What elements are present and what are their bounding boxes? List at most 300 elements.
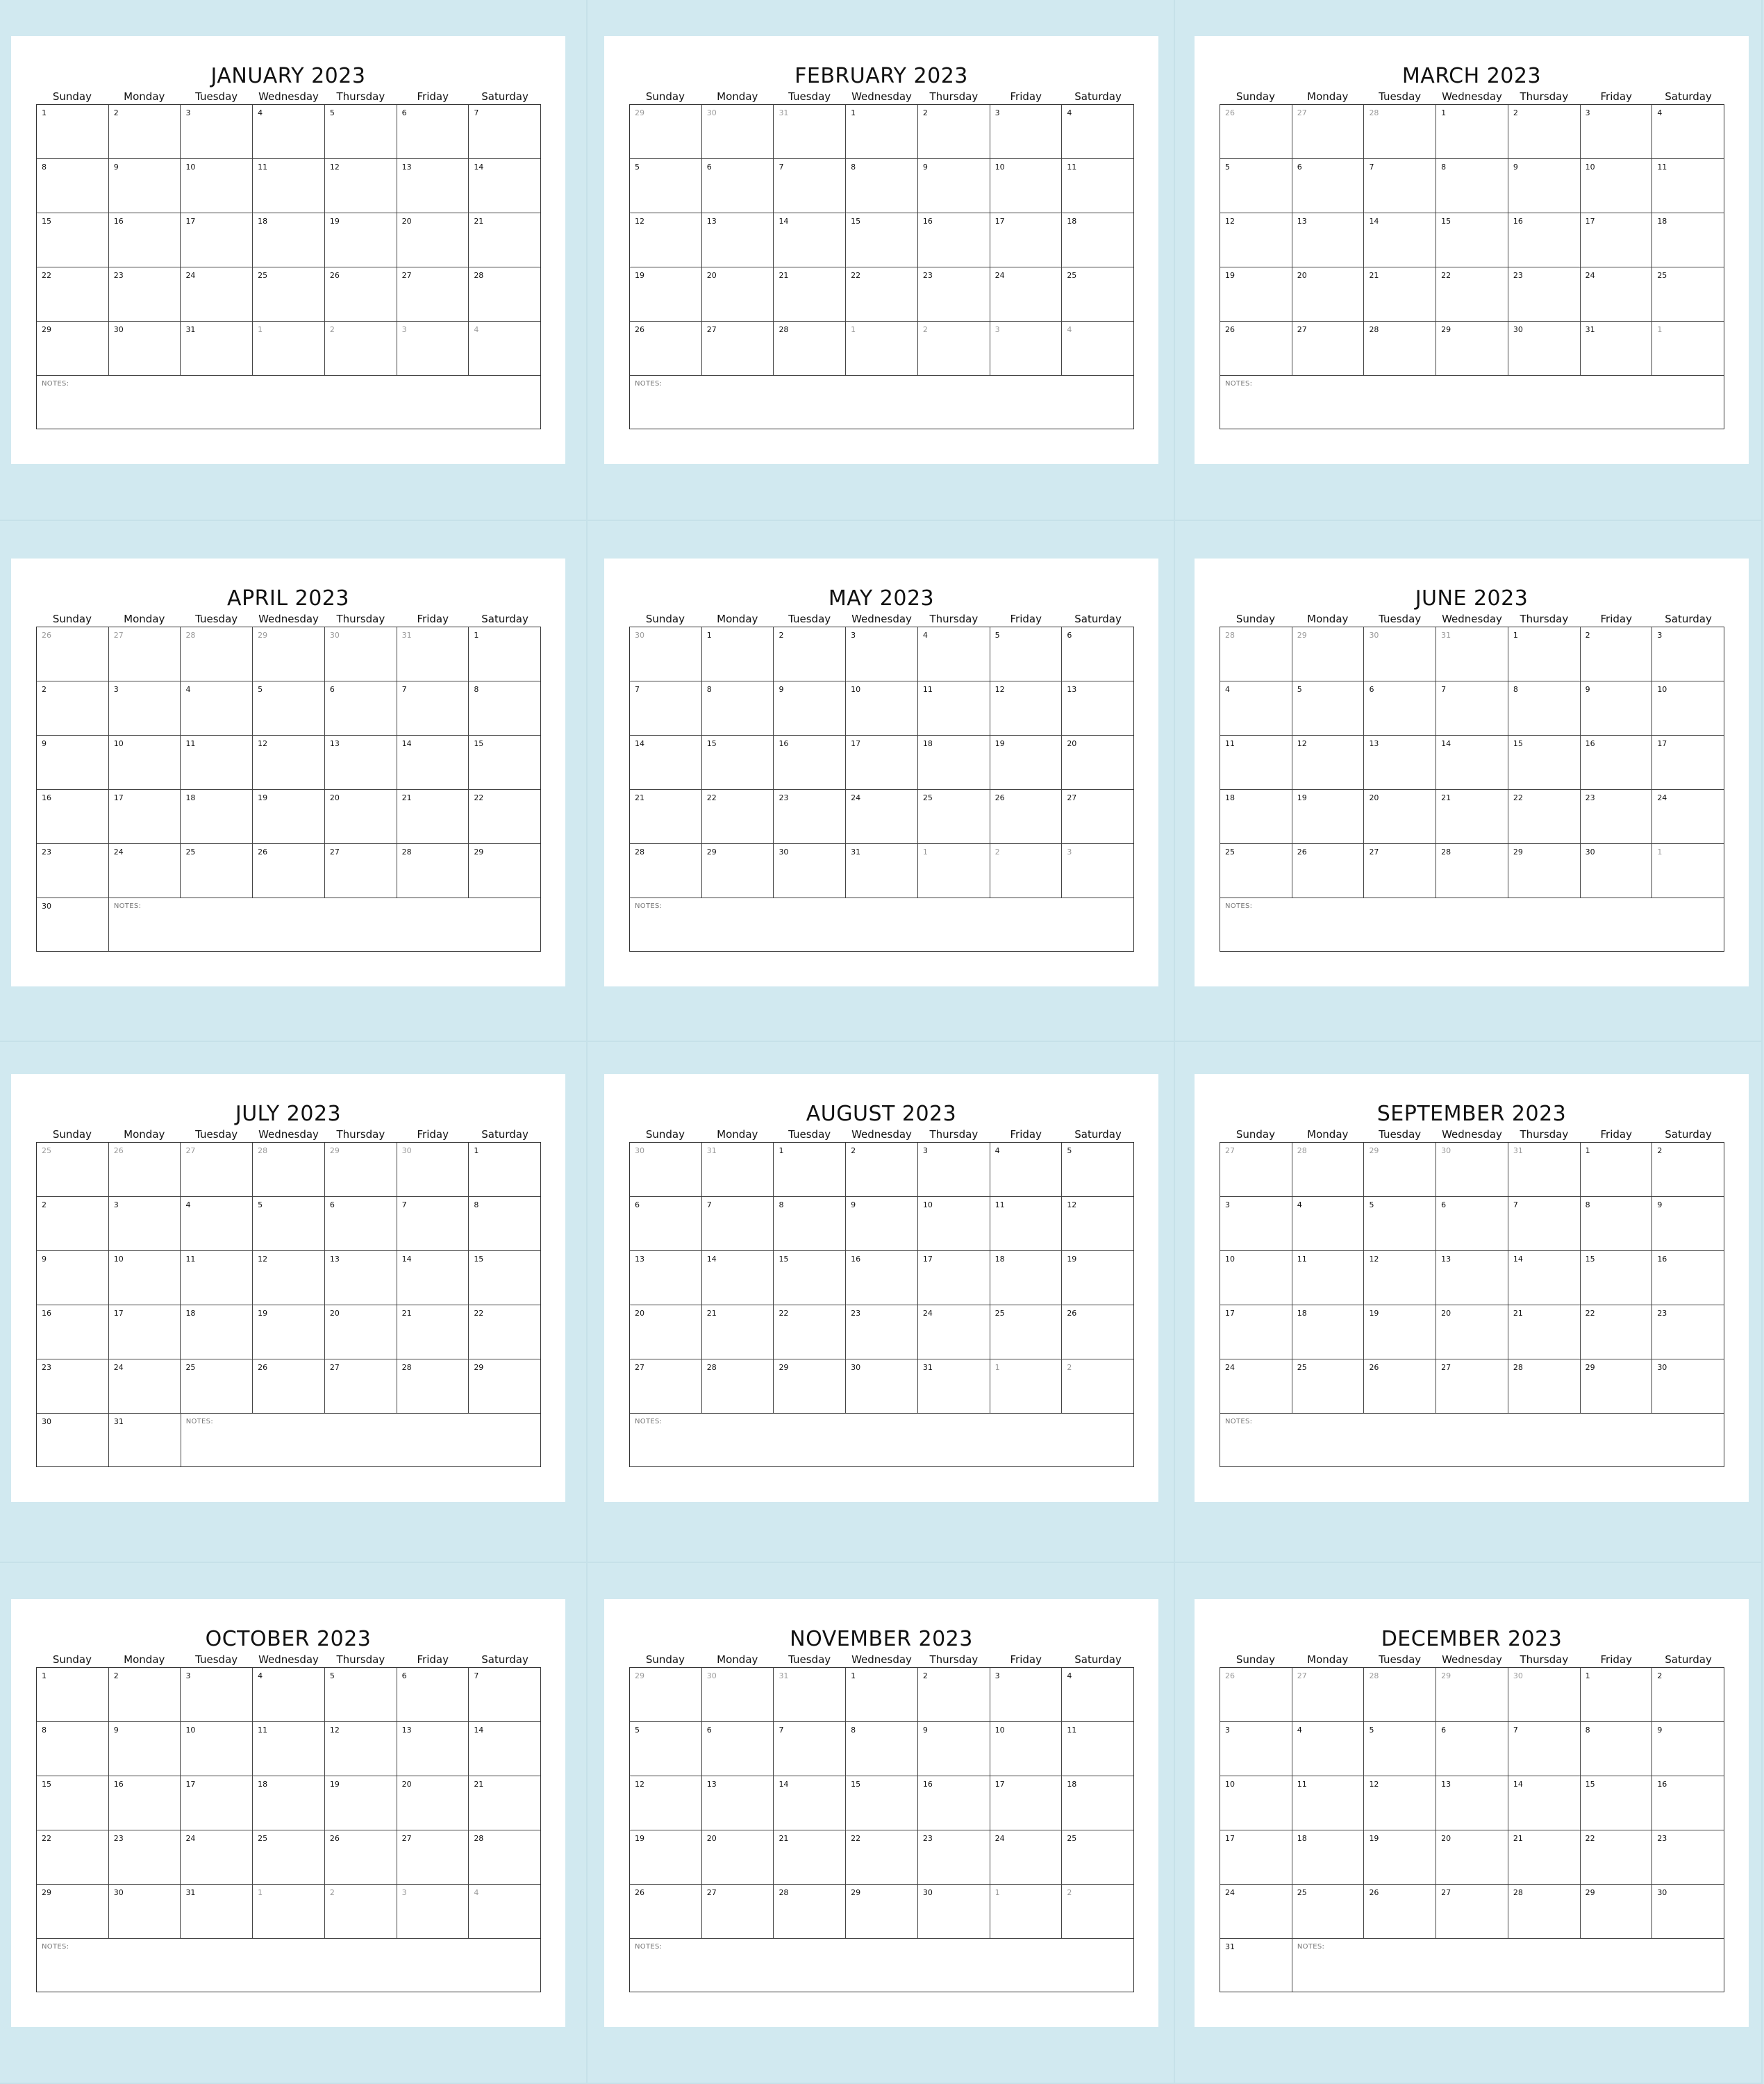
day-cell[interactable]: 29 — [37, 322, 109, 375]
day-cell-adjacent-month[interactable]: 27 — [181, 1143, 253, 1196]
day-cell-adjacent-month[interactable]: 1 — [253, 322, 325, 375]
day-cell[interactable]: 14 — [774, 1776, 846, 1830]
day-cell-adjacent-month[interactable]: 30 — [630, 1143, 702, 1196]
day-cell[interactable]: 19 — [1220, 267, 1292, 321]
day-cell[interactable]: 4 — [1657, 108, 1663, 117]
day-cell[interactable]: 23 — [1657, 1309, 1667, 1318]
day-cell[interactable]: 27 — [325, 1359, 397, 1413]
day-cell[interactable]: 19 — [990, 736, 1063, 789]
day-cell-adjacent-month[interactable]: 4 — [474, 1888, 479, 1897]
day-cell[interactable]: 27 — [397, 1830, 469, 1884]
day-cell[interactable]: 26 — [1220, 322, 1292, 375]
day-cell[interactable]: 29 — [846, 1885, 918, 1938]
day-cell-adjacent-month[interactable]: 27 — [1292, 1668, 1365, 1721]
day-cell-adjacent-month[interactable]: 30 — [397, 1143, 469, 1196]
day-cell[interactable]: 6 — [325, 681, 397, 735]
day-cell-adjacent-month[interactable]: 3 — [990, 322, 1063, 375]
day-cell[interactable]: 29 — [1581, 1885, 1653, 1938]
day-cell-adjacent-month[interactable]: 26 — [37, 627, 109, 681]
day-cell[interactable]: 9 — [1508, 159, 1581, 213]
day-cell[interactable]: 18 — [990, 1251, 1063, 1305]
day-cell[interactable]: 11 — [1067, 1726, 1077, 1735]
day-cell[interactable]: 11 — [1292, 1776, 1365, 1830]
day-cell[interactable]: 25 — [1292, 1359, 1365, 1413]
day-cell-adjacent-month[interactable]: 25 — [37, 1143, 109, 1196]
day-cell[interactable]: 10 — [1657, 685, 1667, 694]
day-cell-adjacent-month[interactable]: 28 — [1292, 1143, 1365, 1196]
day-cell[interactable]: 30 — [37, 1414, 109, 1466]
day-cell[interactable]: 11 — [990, 1197, 1063, 1250]
day-cell[interactable]: 14 — [774, 213, 846, 267]
day-cell[interactable]: 20 — [1067, 739, 1077, 748]
day-cell[interactable]: 28 — [774, 1885, 846, 1938]
day-cell-adjacent-month[interactable]: 27 — [109, 627, 181, 681]
day-cell[interactable]: 2 — [918, 105, 990, 158]
day-cell[interactable]: 5 — [325, 105, 397, 158]
day-cell[interactable]: 15 — [1581, 1251, 1653, 1305]
day-cell[interactable]: 24 — [109, 1359, 181, 1413]
day-cell[interactable]: 2 — [774, 627, 846, 681]
day-cell[interactable]: 11 — [1220, 736, 1292, 789]
day-cell[interactable]: 28 — [1508, 1885, 1581, 1938]
day-cell[interactable]: 2 — [109, 105, 181, 158]
day-cell[interactable]: 16 — [846, 1251, 918, 1305]
day-cell[interactable]: 2 — [1657, 1146, 1663, 1155]
day-cell-adjacent-month[interactable]: 1 — [1657, 847, 1663, 857]
day-cell[interactable]: 17 — [109, 790, 181, 843]
day-cell-adjacent-month[interactable]: 31 — [397, 627, 469, 681]
day-cell-adjacent-month[interactable]: 29 — [1292, 627, 1365, 681]
day-cell-adjacent-month[interactable]: 26 — [109, 1143, 181, 1196]
notes-area[interactable]: NOTES: — [1225, 902, 1253, 910]
day-cell[interactable]: 24 — [181, 267, 253, 321]
day-cell[interactable]: 21 — [1508, 1305, 1581, 1359]
day-cell[interactable]: 1 — [37, 1668, 109, 1721]
day-cell[interactable]: 28 — [1364, 322, 1436, 375]
day-cell[interactable]: 17 — [181, 213, 253, 267]
day-cell-adjacent-month[interactable]: 26 — [1220, 1668, 1292, 1721]
day-cell[interactable]: 11 — [1292, 1251, 1365, 1305]
day-cell[interactable]: 25 — [253, 267, 325, 321]
day-cell[interactable]: 13 — [702, 1776, 774, 1830]
day-cell[interactable]: 19 — [1364, 1305, 1436, 1359]
day-cell[interactable]: 12 — [253, 736, 325, 789]
day-cell[interactable]: 12 — [990, 681, 1063, 735]
day-cell[interactable]: 11 — [181, 1251, 253, 1305]
day-cell[interactable]: 31 — [109, 1414, 181, 1466]
day-cell[interactable]: 21 — [774, 267, 846, 321]
day-cell-adjacent-month[interactable]: 28 — [1364, 1668, 1436, 1721]
day-cell[interactable]: 17 — [846, 736, 918, 789]
day-cell[interactable]: 9 — [109, 1722, 181, 1776]
day-cell[interactable]: 16 — [918, 1776, 990, 1830]
day-cell[interactable]: 4 — [1067, 108, 1072, 117]
day-cell[interactable]: 26 — [990, 790, 1063, 843]
day-cell[interactable]: 10 — [181, 1722, 253, 1776]
day-cell[interactable]: 5 — [1292, 681, 1365, 735]
notes-area[interactable]: NOTES: — [42, 1943, 69, 1951]
day-cell[interactable]: 7 — [1436, 681, 1508, 735]
day-cell[interactable]: 25 — [1220, 844, 1292, 898]
day-cell[interactable]: 7 — [1508, 1197, 1581, 1250]
day-cell[interactable]: 15 — [1508, 736, 1581, 789]
day-cell-adjacent-month[interactable]: 29 — [630, 105, 702, 158]
day-cell[interactable]: 22 — [1436, 267, 1508, 321]
day-cell[interactable]: 18 — [1067, 217, 1077, 226]
day-cell[interactable]: 27 — [702, 322, 774, 375]
day-cell[interactable]: 4 — [918, 627, 990, 681]
day-cell[interactable]: 3 — [109, 681, 181, 735]
day-cell[interactable]: 28 — [774, 322, 846, 375]
day-cell[interactable]: 28 — [397, 844, 469, 898]
day-cell[interactable]: 3 — [1657, 631, 1663, 640]
day-cell[interactable]: 12 — [1292, 736, 1365, 789]
day-cell[interactable]: 27 — [1436, 1359, 1508, 1413]
day-cell[interactable]: 28 — [474, 271, 484, 280]
day-cell[interactable]: 25 — [1067, 271, 1077, 280]
day-cell-adjacent-month[interactable]: 1 — [1657, 325, 1663, 334]
day-cell[interactable]: 8 — [702, 681, 774, 735]
day-cell[interactable]: 4 — [181, 1197, 253, 1250]
day-cell[interactable]: 10 — [990, 1722, 1063, 1776]
day-cell-adjacent-month[interactable]: 4 — [474, 325, 479, 334]
day-cell-adjacent-month[interactable]: 3 — [397, 322, 469, 375]
day-cell-adjacent-month[interactable]: 28 — [253, 1143, 325, 1196]
day-cell[interactable]: 22 — [702, 790, 774, 843]
day-cell[interactable]: 13 — [1436, 1251, 1508, 1305]
day-cell-adjacent-month[interactable]: 31 — [774, 1668, 846, 1721]
day-cell[interactable]: 9 — [37, 1251, 109, 1305]
day-cell-adjacent-month[interactable]: 30 — [1508, 1668, 1581, 1721]
day-cell[interactable]: 21 — [1508, 1830, 1581, 1884]
day-cell[interactable]: 1 — [37, 105, 109, 158]
day-cell[interactable]: 5 — [1067, 1146, 1072, 1155]
day-cell[interactable]: 10 — [918, 1197, 990, 1250]
day-cell-adjacent-month[interactable]: 26 — [1220, 105, 1292, 158]
day-cell-adjacent-month[interactable]: 31 — [1508, 1143, 1581, 1196]
day-cell[interactable]: 31 — [846, 844, 918, 898]
day-cell-adjacent-month[interactable]: 30 — [325, 627, 397, 681]
day-cell[interactable]: 15 — [37, 213, 109, 267]
day-cell[interactable]: 5 — [253, 1197, 325, 1250]
day-cell[interactable]: 1 — [474, 631, 479, 640]
day-cell[interactable]: 14 — [474, 163, 484, 172]
day-cell[interactable]: 15 — [474, 739, 484, 748]
day-cell[interactable]: 19 — [1292, 790, 1365, 843]
day-cell[interactable]: 25 — [1067, 1834, 1077, 1843]
day-cell[interactable]: 12 — [325, 1722, 397, 1776]
day-cell[interactable]: 20 — [1436, 1830, 1508, 1884]
day-cell[interactable]: 6 — [1436, 1722, 1508, 1776]
notes-area[interactable]: NOTES: — [42, 380, 69, 388]
day-cell[interactable]: 21 — [397, 790, 469, 843]
day-cell[interactable]: 15 — [1436, 213, 1508, 267]
day-cell-adjacent-month[interactable]: 1 — [918, 844, 990, 898]
day-cell[interactable]: 19 — [630, 1830, 702, 1884]
day-cell[interactable]: 26 — [630, 1885, 702, 1938]
day-cell[interactable]: 4 — [1067, 1671, 1072, 1680]
day-cell-adjacent-month[interactable]: 2 — [1067, 1363, 1072, 1372]
day-cell[interactable]: 14 — [1436, 736, 1508, 789]
day-cell[interactable]: 2 — [918, 1668, 990, 1721]
day-cell[interactable]: 13 — [397, 1722, 469, 1776]
day-cell[interactable]: 19 — [253, 790, 325, 843]
day-cell-adjacent-month[interactable]: 2 — [1067, 1888, 1072, 1897]
day-cell[interactable]: 29 — [37, 1885, 109, 1938]
day-cell[interactable]: 13 — [325, 736, 397, 789]
day-cell[interactable]: 6 — [702, 1722, 774, 1776]
day-cell[interactable]: 21 — [774, 1830, 846, 1884]
day-cell[interactable]: 20 — [397, 213, 469, 267]
day-cell[interactable]: 11 — [253, 159, 325, 213]
day-cell[interactable]: 3 — [990, 1668, 1063, 1721]
day-cell[interactable]: 3 — [1220, 1722, 1292, 1776]
day-cell[interactable]: 16 — [1508, 213, 1581, 267]
day-cell[interactable]: 24 — [109, 844, 181, 898]
day-cell[interactable]: 10 — [181, 159, 253, 213]
day-cell[interactable]: 10 — [109, 1251, 181, 1305]
day-cell[interactable]: 23 — [846, 1305, 918, 1359]
day-cell[interactable]: 26 — [325, 267, 397, 321]
day-cell[interactable]: 2 — [37, 681, 109, 735]
day-cell[interactable]: 13 — [630, 1251, 702, 1305]
day-cell[interactable]: 29 — [1508, 844, 1581, 898]
day-cell[interactable]: 18 — [1657, 217, 1667, 226]
day-cell[interactable]: 8 — [846, 1722, 918, 1776]
day-cell-adjacent-month[interactable]: 30 — [702, 105, 774, 158]
day-cell[interactable]: 19 — [630, 267, 702, 321]
day-cell[interactable]: 1 — [702, 627, 774, 681]
day-cell-adjacent-month[interactable]: 30 — [702, 1668, 774, 1721]
day-cell[interactable]: 19 — [1364, 1830, 1436, 1884]
day-cell[interactable]: 22 — [846, 1830, 918, 1884]
day-cell[interactable]: 23 — [109, 267, 181, 321]
day-cell[interactable]: 2 — [37, 1197, 109, 1250]
day-cell-adjacent-month[interactable]: 31 — [774, 105, 846, 158]
day-cell[interactable]: 10 — [1581, 159, 1653, 213]
day-cell[interactable]: 8 — [774, 1197, 846, 1250]
day-cell[interactable]: 18 — [1067, 1780, 1077, 1789]
day-cell[interactable]: 2 — [1657, 1671, 1663, 1680]
day-cell[interactable]: 29 — [474, 847, 484, 857]
day-cell[interactable]: 30 — [1508, 322, 1581, 375]
day-cell[interactable]: 16 — [918, 213, 990, 267]
day-cell[interactable]: 27 — [630, 1359, 702, 1413]
day-cell[interactable]: 24 — [1220, 1359, 1292, 1413]
day-cell-adjacent-month[interactable]: 29 — [630, 1668, 702, 1721]
day-cell[interactable]: 29 — [1436, 322, 1508, 375]
day-cell-adjacent-month[interactable]: 29 — [1436, 1668, 1508, 1721]
day-cell[interactable]: 5 — [630, 159, 702, 213]
day-cell[interactable]: 3 — [1220, 1197, 1292, 1250]
notes-area[interactable]: NOTES: — [1225, 380, 1253, 388]
notes-area[interactable]: NOTES: — [635, 1943, 663, 1951]
day-cell[interactable]: 20 — [1436, 1305, 1508, 1359]
day-cell-adjacent-month[interactable]: 28 — [181, 627, 253, 681]
day-cell[interactable]: 29 — [1581, 1359, 1653, 1413]
day-cell[interactable]: 18 — [181, 790, 253, 843]
day-cell[interactable]: 23 — [1508, 267, 1581, 321]
day-cell[interactable]: 23 — [1657, 1834, 1667, 1843]
day-cell[interactable]: 24 — [181, 1830, 253, 1884]
day-cell-adjacent-month[interactable]: 1 — [990, 1359, 1063, 1413]
day-cell[interactable]: 26 — [253, 1359, 325, 1413]
day-cell[interactable]: 17 — [181, 1776, 253, 1830]
day-cell[interactable]: 5 — [1364, 1197, 1436, 1250]
day-cell[interactable]: 25 — [1292, 1885, 1365, 1938]
day-cell[interactable]: 14 — [397, 1251, 469, 1305]
day-cell-adjacent-month[interactable]: 2 — [990, 844, 1063, 898]
day-cell[interactable]: 26 — [1292, 844, 1365, 898]
day-cell[interactable]: 3 — [918, 1143, 990, 1196]
day-cell[interactable]: 22 — [1508, 790, 1581, 843]
day-cell[interactable]: 30 — [846, 1359, 918, 1413]
day-cell-adjacent-month[interactable]: 2 — [325, 1885, 397, 1938]
day-cell[interactable]: 26 — [630, 322, 702, 375]
day-cell[interactable]: 18 — [918, 736, 990, 789]
day-cell[interactable]: 24 — [1220, 1885, 1292, 1938]
day-cell[interactable]: 6 — [397, 105, 469, 158]
day-cell[interactable]: 12 — [630, 1776, 702, 1830]
day-cell[interactable]: 20 — [1292, 267, 1365, 321]
day-cell[interactable]: 16 — [1657, 1780, 1667, 1789]
day-cell[interactable]: 14 — [630, 736, 702, 789]
day-cell[interactable]: 8 — [474, 685, 479, 694]
day-cell-adjacent-month[interactable]: 31 — [702, 1143, 774, 1196]
day-cell-adjacent-month[interactable]: 27 — [1220, 1143, 1292, 1196]
day-cell[interactable]: 28 — [1508, 1359, 1581, 1413]
day-cell[interactable]: 20 — [325, 1305, 397, 1359]
day-cell-adjacent-month[interactable]: 28 — [1220, 627, 1292, 681]
day-cell[interactable]: 29 — [474, 1363, 484, 1372]
day-cell[interactable]: 13 — [1067, 685, 1077, 694]
day-cell[interactable]: 10 — [846, 681, 918, 735]
day-cell[interactable]: 23 — [109, 1830, 181, 1884]
day-cell[interactable]: 19 — [1067, 1255, 1077, 1264]
day-cell[interactable]: 22 — [37, 267, 109, 321]
day-cell[interactable]: 4 — [1220, 681, 1292, 735]
day-cell[interactable]: 6 — [1067, 631, 1072, 640]
day-cell[interactable]: 13 — [397, 159, 469, 213]
day-cell[interactable]: 30 — [1657, 1888, 1667, 1897]
day-cell[interactable]: 5 — [1364, 1722, 1436, 1776]
day-cell[interactable]: 7 — [774, 159, 846, 213]
day-cell[interactable]: 7 — [474, 108, 479, 117]
day-cell[interactable]: 13 — [702, 213, 774, 267]
day-cell[interactable]: 25 — [253, 1830, 325, 1884]
day-cell-adjacent-month[interactable]: 29 — [325, 1143, 397, 1196]
day-cell[interactable]: 28 — [1436, 844, 1508, 898]
day-cell[interactable]: 23 — [918, 267, 990, 321]
day-cell-adjacent-month[interactable]: 1 — [253, 1885, 325, 1938]
day-cell[interactable]: 24 — [846, 790, 918, 843]
day-cell[interactable]: 7 — [397, 1197, 469, 1250]
day-cell[interactable]: 8 — [1581, 1722, 1653, 1776]
day-cell[interactable]: 18 — [253, 1776, 325, 1830]
day-cell[interactable]: 12 — [253, 1251, 325, 1305]
day-cell[interactable]: 21 — [630, 790, 702, 843]
day-cell[interactable]: 17 — [1657, 739, 1667, 748]
day-cell[interactable]: 15 — [774, 1251, 846, 1305]
day-cell-adjacent-month[interactable]: 2 — [325, 322, 397, 375]
day-cell[interactable]: 12 — [1364, 1251, 1436, 1305]
day-cell[interactable]: 20 — [702, 267, 774, 321]
notes-area[interactable]: NOTES: — [1225, 1418, 1253, 1425]
day-cell[interactable]: 13 — [1436, 1776, 1508, 1830]
day-cell[interactable]: 11 — [1067, 163, 1077, 172]
day-cell-adjacent-month[interactable]: 30 — [1364, 627, 1436, 681]
day-cell[interactable]: 24 — [1581, 267, 1653, 321]
notes-area[interactable]: NOTES: — [1297, 1943, 1325, 1951]
day-cell[interactable]: 16 — [109, 213, 181, 267]
day-cell[interactable]: 19 — [253, 1305, 325, 1359]
day-cell[interactable]: 31 — [1581, 322, 1653, 375]
day-cell[interactable]: 24 — [990, 267, 1063, 321]
day-cell[interactable]: 17 — [990, 213, 1063, 267]
day-cell[interactable]: 10 — [990, 159, 1063, 213]
day-cell[interactable]: 16 — [1581, 736, 1653, 789]
day-cell[interactable]: 5 — [990, 627, 1063, 681]
day-cell[interactable]: 22 — [474, 1309, 484, 1318]
day-cell[interactable]: 12 — [630, 213, 702, 267]
day-cell[interactable]: 12 — [1220, 213, 1292, 267]
day-cell[interactable]: 3 — [181, 105, 253, 158]
day-cell[interactable]: 9 — [1657, 1726, 1663, 1735]
day-cell[interactable]: 12 — [1067, 1200, 1077, 1209]
day-cell[interactable]: 29 — [774, 1359, 846, 1413]
day-cell[interactable]: 1 — [474, 1146, 479, 1155]
day-cell[interactable]: 16 — [1657, 1255, 1667, 1264]
day-cell[interactable]: 31 — [181, 322, 253, 375]
day-cell[interactable]: 16 — [109, 1776, 181, 1830]
day-cell[interactable]: 14 — [702, 1251, 774, 1305]
day-cell[interactable]: 27 — [397, 267, 469, 321]
day-cell-adjacent-month[interactable]: 3 — [1067, 847, 1072, 857]
day-cell[interactable]: 8 — [1581, 1197, 1653, 1250]
day-cell[interactable]: 15 — [702, 736, 774, 789]
day-cell[interactable]: 15 — [1581, 1776, 1653, 1830]
day-cell[interactable]: 23 — [918, 1830, 990, 1884]
day-cell-adjacent-month[interactable]: 29 — [253, 627, 325, 681]
day-cell[interactable]: 12 — [325, 159, 397, 213]
day-cell[interactable]: 11 — [918, 681, 990, 735]
notes-area[interactable]: NOTES: — [635, 902, 663, 910]
day-cell-adjacent-month[interactable]: 1 — [990, 1885, 1063, 1938]
day-cell[interactable]: 24 — [1657, 793, 1667, 802]
day-cell[interactable]: 6 — [1292, 159, 1365, 213]
day-cell[interactable]: 18 — [181, 1305, 253, 1359]
day-cell[interactable]: 26 — [325, 1830, 397, 1884]
day-cell[interactable]: 8 — [37, 159, 109, 213]
day-cell[interactable]: 21 — [474, 217, 484, 226]
day-cell[interactable]: 17 — [109, 1305, 181, 1359]
day-cell[interactable]: 13 — [1364, 736, 1436, 789]
day-cell-adjacent-month[interactable]: 30 — [1436, 1143, 1508, 1196]
day-cell[interactable]: 16 — [37, 1305, 109, 1359]
day-cell-adjacent-month[interactable]: 27 — [1292, 105, 1365, 158]
day-cell[interactable]: 30 — [918, 1885, 990, 1938]
day-cell[interactable]: 8 — [846, 159, 918, 213]
day-cell[interactable]: 4 — [1292, 1722, 1365, 1776]
day-cell[interactable]: 19 — [325, 1776, 397, 1830]
day-cell-adjacent-month[interactable]: 2 — [918, 322, 990, 375]
day-cell-adjacent-month[interactable]: 1 — [846, 322, 918, 375]
day-cell[interactable]: 25 — [990, 1305, 1063, 1359]
day-cell[interactable]: 13 — [1292, 213, 1365, 267]
day-cell[interactable]: 3 — [109, 1197, 181, 1250]
day-cell-adjacent-month[interactable]: 3 — [397, 1885, 469, 1938]
day-cell[interactable]: 27 — [702, 1885, 774, 1938]
